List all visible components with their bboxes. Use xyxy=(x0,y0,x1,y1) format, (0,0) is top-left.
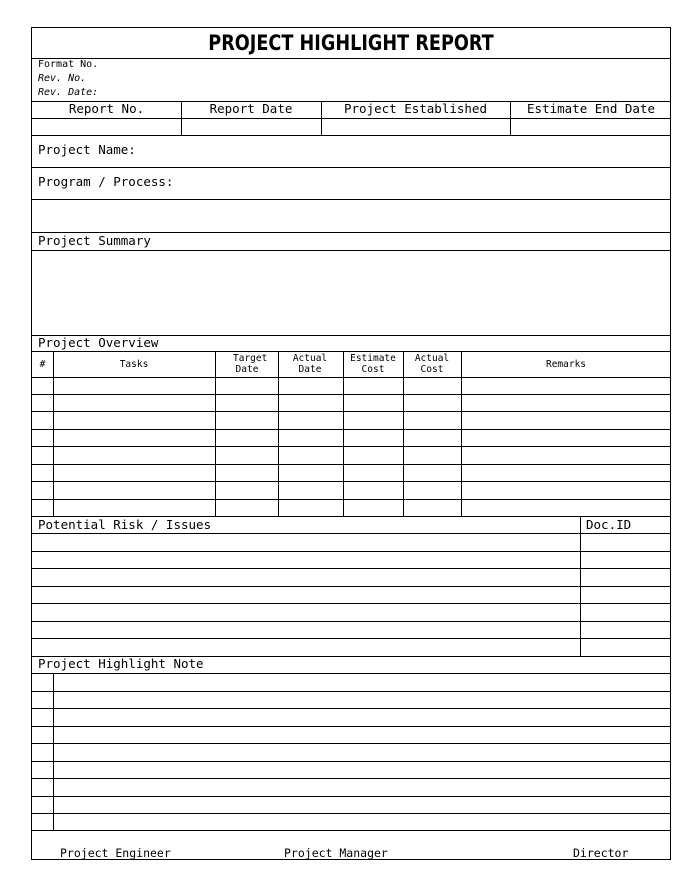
list-item[interactable] xyxy=(32,762,671,778)
report-date-field[interactable] xyxy=(182,119,321,135)
col-target-date-header: Target Date xyxy=(233,353,268,375)
blank-field[interactable] xyxy=(32,200,671,231)
project-name-field[interactable] xyxy=(152,136,671,166)
list-item[interactable] xyxy=(32,814,671,830)
table-row[interactable] xyxy=(32,465,671,481)
list-item[interactable] xyxy=(32,727,671,743)
project-summary-field[interactable] xyxy=(32,251,671,334)
divider xyxy=(32,351,670,352)
list-item[interactable] xyxy=(32,692,671,708)
table-row[interactable] xyxy=(32,587,671,603)
col-tasks-header: Tasks xyxy=(119,359,149,370)
col-actual-cost-header: Actual Cost xyxy=(414,353,450,375)
project-name-label: Project Name: xyxy=(38,142,136,157)
estimate-end-date-header: Estimate End Date xyxy=(527,101,655,116)
table-row[interactable] xyxy=(32,412,671,429)
list-item[interactable] xyxy=(32,744,671,761)
format-no-label: Format No. xyxy=(38,59,99,70)
divider xyxy=(32,58,670,59)
project-established-header: Project Established xyxy=(344,101,487,116)
project-manager-signature: Project Manager xyxy=(284,846,388,860)
table-row[interactable] xyxy=(32,378,671,394)
table-row[interactable] xyxy=(32,534,671,551)
col-estimate-cost-header: Estimate Cost xyxy=(350,353,396,375)
table-row[interactable] xyxy=(32,482,671,499)
table-row[interactable] xyxy=(32,430,671,446)
report-form xyxy=(31,27,671,860)
list-item[interactable] xyxy=(32,797,671,813)
rev-no-label: Rev. No. xyxy=(38,73,87,84)
project-summary-heading: Project Summary xyxy=(38,233,151,248)
highlight-note-heading: Project Highlight Note xyxy=(38,656,204,671)
list-item[interactable] xyxy=(32,779,671,796)
report-title: PROJECT HIGHLIGHT REPORT xyxy=(208,31,494,55)
rev-date-label: Rev. Date: xyxy=(38,87,99,98)
project-established-field[interactable] xyxy=(322,119,510,135)
divider xyxy=(32,830,670,831)
estimate-end-date-field[interactable] xyxy=(511,119,671,135)
potential-risk-heading: Potential Risk / Issues xyxy=(38,517,212,532)
table-row[interactable] xyxy=(32,569,671,586)
program-process-field[interactable] xyxy=(192,168,671,198)
table-row[interactable] xyxy=(32,604,671,621)
program-process-label: Program / Process: xyxy=(38,174,174,189)
report-date-header: Report Date xyxy=(209,101,293,116)
table-row[interactable] xyxy=(32,552,671,568)
project-overview-heading: Project Overview xyxy=(38,335,159,350)
project-engineer-signature: Project Engineer xyxy=(60,846,171,860)
col-actual-date-header: Actual Date xyxy=(292,353,328,375)
report-no-field[interactable] xyxy=(32,119,181,135)
table-row[interactable] xyxy=(32,447,671,464)
director-signature: Director xyxy=(573,846,629,860)
col-remarks-header: Remarks xyxy=(545,359,587,370)
list-item[interactable] xyxy=(32,674,671,691)
doc-id-heading: Doc.ID xyxy=(586,517,632,532)
list-item[interactable] xyxy=(32,709,671,726)
table-row[interactable] xyxy=(32,622,671,638)
table-row[interactable] xyxy=(32,639,671,656)
report-no-header: Report No. xyxy=(68,101,145,116)
col-number-header: # xyxy=(39,359,46,370)
table-row[interactable] xyxy=(32,500,671,516)
table-row[interactable] xyxy=(32,395,671,411)
